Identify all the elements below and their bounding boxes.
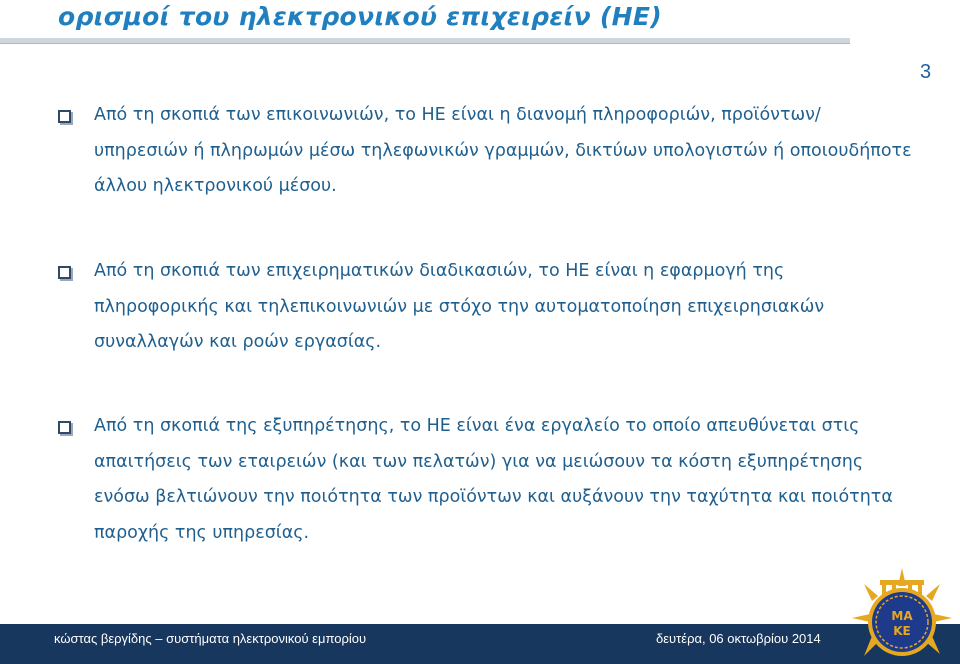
bullet-text-3: Από τη σκοπιά της εξυπηρέτησης, το ΗΕ είναι ένα εργαλείο το οποίο απευθύνεται στις απαιτήσεις των εταιρειών (και των πελατών) για να μειώσουν τα κόστη εξυπηρέτησης ενόσω βελτιώνουν την ποιότητα των προϊόντων και αυξάνουν την ταχύτητα και ποιότητα παροχής της υπηρεσίας.	[94, 416, 893, 543]
checkbox-bullet-icon	[58, 421, 71, 434]
checkbox-bullet-icon	[58, 110, 71, 123]
checkbox-bullet-icon	[58, 266, 71, 279]
footer-date: δευτέρα, 06 οκτωβρίου 2014	[656, 631, 821, 646]
title-underline	[0, 38, 850, 44]
logo-text-line1: ΜΑ	[891, 609, 913, 623]
university-logo-icon	[850, 566, 954, 664]
slide-title: ορισμοί του ηλεκτρονικού επιχειρείν (ΗΕ)	[58, 2, 662, 31]
bullet-text-2: Από τη σκοπιά των επιχειρηματικών διαδικασιών, το ΗΕ είναι η εφαρμογή της πληροφορικής και τηλεπικοινωνιών με στόχο την αυτοματοποίηση επιχειρησιακών συναλλαγών και ροών εργασίας.	[94, 261, 825, 352]
logo-text-line2: ΚΕ	[893, 624, 911, 638]
bullet-text-1: Από τη σκοπιά των επικοινωνιών, το ΗΕ είναι η διανομή πληροφοριών, προϊόντων/υπηρεσιών ή πληρωμών μέσω τηλεφωνικών γραμμών, δικτύων υπολογιστών ή οποιουδήποτε άλλου ηλεκτρονικού μέσου.	[94, 105, 912, 196]
slide-number: 3	[920, 61, 932, 83]
footer-author: κώστας βεργίδης – συστήματα ηλεκτρονικού εμπορίου	[54, 631, 367, 646]
